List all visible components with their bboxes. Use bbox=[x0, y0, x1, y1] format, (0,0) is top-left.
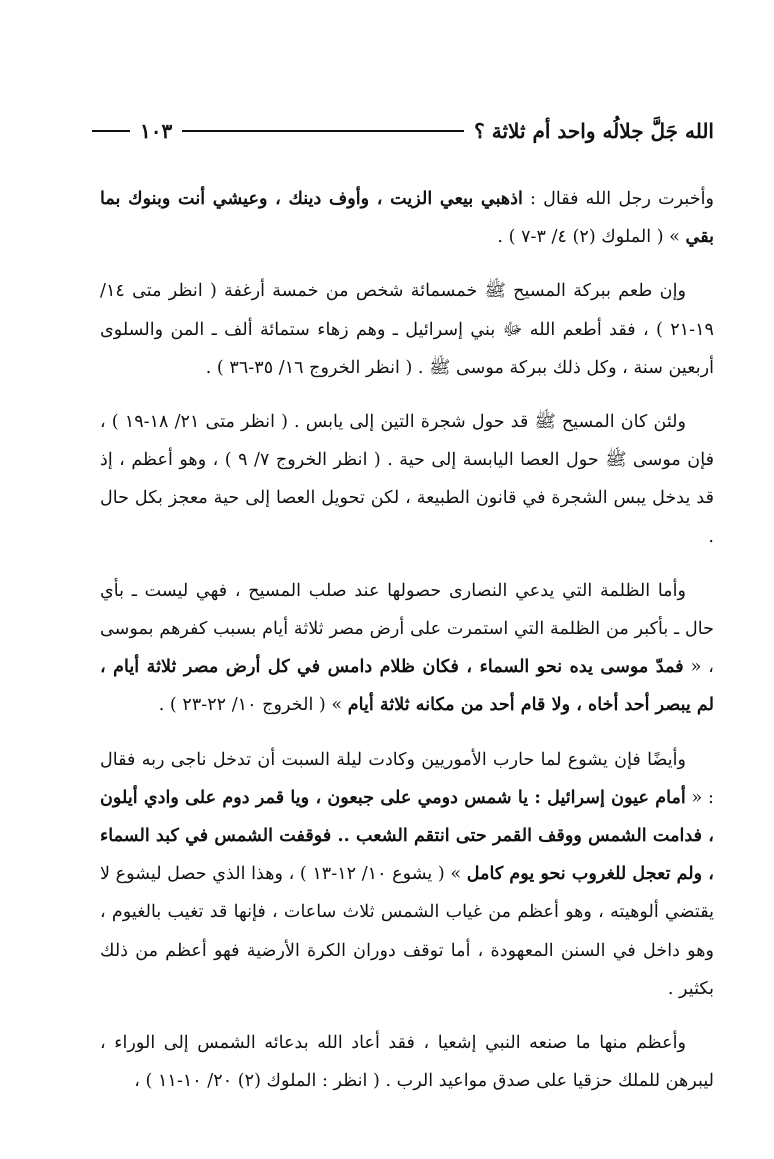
paragraph-text: ولئن كان المسيح ﷺ قد حول شجرة التين إلى يابس . ( انظر متى ٢١/ ١٨-١٩ ) ، فإن موسى ﷺ حول العصا اليابسة إلى حية . ( انظر الخروج ٧/ ٩ ) ، وهو أعظم ، إذ قد يدخل يبس الشجرة في قانون الطبيعة ، لكن تحويل العصا إلى حية معجز بكل حال . bbox=[100, 412, 714, 547]
paragraph-text: وإن طعم ببركة المسيح ﷺ خمسمائة شخص من خمسة أرغفة ( انظر متى ١٤/ ١٩-٢١ ) ، فقد أطعم الله ﷻ بني إسرائيل ـ وهم زهاء ستمائة ألف ـ المن والسلوى أربعين سنة ، وكل ذلك ببركة موسى ﷺ . ( انظر الخروج ١٦/ ٣٥-٣٦ ) . bbox=[100, 281, 714, 378]
page-number: ١٠٣ bbox=[140, 119, 173, 143]
paragraph-text: وأما الظلمة التي يدعي النصارى حصولها عند صلب المسيح ، فهي ليست ـ بأي حال ـ بأكبر من الظلمة التي استمرت على أرض مصر ثلاثة أيام بسبب كفرهم بموسى ، « bbox=[100, 580, 714, 678]
header-rule-long bbox=[182, 130, 464, 132]
page-body bbox=[100, 180, 714, 1116]
paragraph-2 bbox=[100, 272, 714, 387]
paragraph-text: وأعظم منها ما صنعه النبي إشعيا ، فقد أعاد الله بدعائه الشمس إلى الوراء ، ليبرهن للملك حزقيا على صدق مواعيد الرب . ( انظر : الملوك (٢) ٢٠/ ١٠-١١ ) ، bbox=[100, 1033, 714, 1092]
quotation-text: فمدّ موسى يده نحو السماء ، فكان ظلام دامس في كل أرض مصر ثلاثة أيام ، لم يبصر أحد أخاه ، ولا قام أحد من مكانه ثلاثة أيام bbox=[100, 656, 714, 716]
running-title: الله جَلَّ جلالُه واحد أم ثلاثة ؟ bbox=[474, 119, 714, 143]
header-rule-short bbox=[92, 130, 130, 132]
paragraph-6 bbox=[100, 1024, 714, 1100]
quotation-text: اذهبي بيعي الزيت ، وأوف دينك ، وعيشي أنت وبنوك بما بقي bbox=[100, 188, 714, 248]
quotation-text: أمام عيون إسرائيل : يا شمس دومي على جبعون ، ويا قمر دوم على وادي أيلون ، فدامت الشمس ووقف القمر حتى انتقم الشعب .. فوقفت الشمس في كبد السماء ، ولم تعجل للغروب نحو يوم كامل bbox=[100, 786, 714, 885]
citation-text: » ( يشوع ١٠/ ١٢-١٣ ) ، وهذا الذي حصل ليشوع لا يقتضي ألوهيته ، وهو أعظم من غياب الشمس ثلاث ساعات ، فإنها قد تغيب بالغيوم ، وهو داخل في السنن المعهودة ، أما توقف دوران الكرة الأرضية فهو أعظم من ذلك بكثير . bbox=[100, 864, 714, 999]
page-header bbox=[92, 114, 714, 148]
paragraph-5 bbox=[100, 741, 714, 1008]
paragraph-1 bbox=[100, 180, 714, 256]
paragraph-text: وأيضًا فإن يشوع لما حارب الأموريين وكادت ليلة السبت أن تدخل ناجى ربه فقال : « bbox=[100, 749, 714, 808]
paragraph-4 bbox=[100, 572, 714, 725]
paragraph-text: وأخبرت رجل الله فقال : bbox=[522, 189, 714, 209]
paragraph-3 bbox=[100, 403, 714, 556]
citation-text: » ( الملوك (٢) ٤/ ٣-٧ ) . bbox=[497, 227, 686, 248]
citation-text: » ( الخروج ١٠/ ٢٢-٢٣ ) . bbox=[158, 695, 348, 716]
